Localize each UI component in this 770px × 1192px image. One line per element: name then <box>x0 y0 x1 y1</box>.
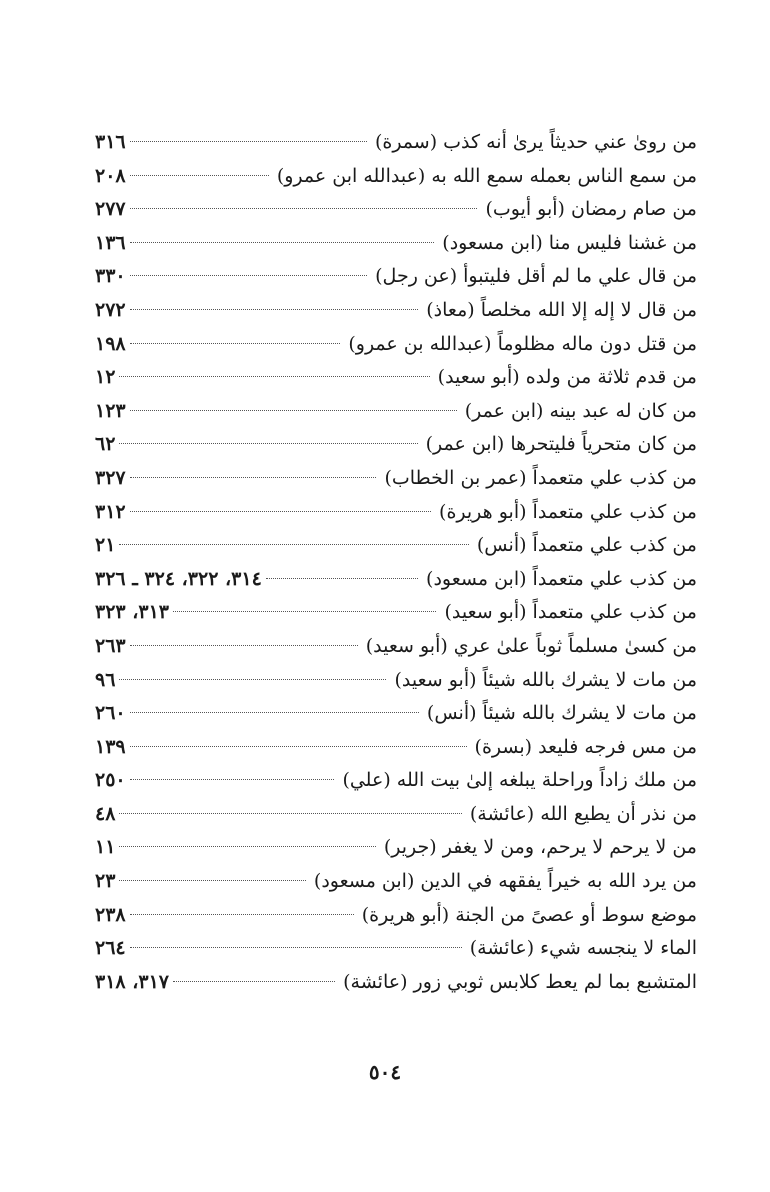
index-entry <box>95 697 697 731</box>
dot-leader <box>119 880 305 881</box>
dot-leader <box>130 914 354 915</box>
hadith-text: من غشنا فليس منا (ابن مسعود) <box>442 231 697 254</box>
hadith-text: من سمع الناس بعمله سمع الله به (عبدالله ابن عمرو) <box>276 164 697 187</box>
dot-leader <box>130 477 377 478</box>
index-entry <box>95 126 697 160</box>
page-references: ٦٢ <box>95 433 116 456</box>
page-references: ١٣٩ <box>95 735 126 758</box>
page-references: ١٢٣ <box>95 399 126 422</box>
page-references: ٢٦٣ <box>95 634 126 657</box>
dot-leader <box>130 275 368 276</box>
page-references: ١١ <box>95 836 116 859</box>
hadith-text: من مس فرجه فليعد (بسرة) <box>474 735 697 758</box>
hadith-text: من ملك زاداً وراحلة يبلغه إلىٰ بيت الله (علي) <box>342 769 697 792</box>
hadith-text: موضع سوط أو عصىً من الجنة (أبو هريرة) <box>361 903 697 926</box>
dot-leader <box>119 544 468 545</box>
page-references: ٢٦٠ <box>95 702 126 725</box>
index-entry <box>95 428 697 462</box>
dot-leader <box>119 679 386 680</box>
dot-leader <box>130 947 462 948</box>
page-references: ٤٨ <box>95 802 116 825</box>
hadith-text: من كان متحرياً فليتحرها (ابن عمر) <box>425 433 697 456</box>
hadith-text: من كذب علي متعمداً (ابن مسعود) <box>426 567 697 590</box>
page-references: ٩٦ <box>95 668 116 691</box>
index-entry <box>95 395 697 429</box>
index-entry <box>95 496 697 530</box>
index-entry <box>95 260 697 294</box>
hadith-index-list <box>95 126 697 999</box>
index-entry <box>95 630 697 664</box>
page-references: ٣٣٠ <box>95 265 126 288</box>
page-references: ٢١ <box>95 534 116 557</box>
dot-leader <box>130 645 358 646</box>
page-number: ٥٠٤ <box>368 1060 402 1084</box>
dot-leader <box>119 443 417 444</box>
index-entry <box>95 529 697 563</box>
page-references: ٣١٤، ٣٢٢، ٣٢٤ ـ ٣٢٦ <box>95 567 262 590</box>
index-entry <box>95 865 697 899</box>
hadith-text: من مات لا يشرك بالله شيئاً (أنس) <box>426 702 697 725</box>
index-entry <box>95 328 697 362</box>
page-references: ٢٥٠ <box>95 769 126 792</box>
dot-leader <box>130 141 367 142</box>
dot-leader <box>119 376 429 377</box>
index-entry <box>95 731 697 765</box>
index-entry <box>95 831 697 865</box>
index-entry <box>95 294 697 328</box>
hadith-text: من كذب علي متعمداً (أبو سعيد) <box>444 601 697 624</box>
index-entry <box>95 596 697 630</box>
dot-leader <box>119 846 375 847</box>
page-references: ٢٣٨ <box>95 903 126 926</box>
dot-leader <box>130 242 435 243</box>
page-references: ٢٦٤ <box>95 937 126 960</box>
page-references: ١٢ <box>95 366 116 389</box>
dot-leader <box>130 410 457 411</box>
dot-leader <box>130 208 478 209</box>
page-references: ١٩٨ <box>95 332 126 355</box>
hadith-text: المتشبع بما لم يعط كلابس ثوبي زور (عائشة) <box>343 970 697 993</box>
hadith-text: من كذب علي متعمداً (عمر بن الخطاب) <box>384 466 697 489</box>
page-references: ٢٠٨ <box>95 164 126 187</box>
hadith-text: من كان له عبد بينه (ابن عمر) <box>464 399 697 422</box>
hadith-text: من كذب علي متعمداً (أنس) <box>476 534 697 557</box>
hadith-text: من نذر أن يطيع الله (عائشة) <box>469 802 697 825</box>
dot-leader <box>130 511 431 512</box>
hadith-text: من صام رمضان (أبو أيوب) <box>485 198 697 221</box>
dot-leader <box>173 981 335 982</box>
index-entry <box>95 361 697 395</box>
hadith-text: من قال علي ما لم أقل فليتبوأ (عن رجل) <box>375 265 697 288</box>
page-references: ٣١٦ <box>95 131 126 153</box>
hadith-text: من روىٰ عني حديثاً يرىٰ أنه كذب (سمرة) <box>374 131 697 153</box>
hadith-text: الماء لا ينجسه شيء (عائشة) <box>469 937 697 960</box>
index-entry <box>95 764 697 798</box>
hadith-text: من قتل دون ماله مظلوماً (عبدالله بن عمرو) <box>348 332 697 355</box>
index-entry <box>95 160 697 194</box>
index-entry <box>95 563 697 597</box>
page-references: ٣١٢ <box>95 500 126 523</box>
hadith-text: من كذب علي متعمداً (أبو هريرة) <box>439 500 697 523</box>
hadith-text: من مات لا يشرك بالله شيئاً (أبو سعيد) <box>394 668 697 691</box>
dot-leader <box>130 779 335 780</box>
page-references: ٣٢٧ <box>95 466 126 489</box>
dot-leader <box>130 175 269 176</box>
index-entry <box>95 932 697 966</box>
index-entry <box>95 966 697 1000</box>
hadith-text: من لا يرحم لا يرحم، ومن لا يغفر (جرير) <box>383 836 697 859</box>
hadith-text: من قدم ثلاثة من ولده (أبو سعيد) <box>437 366 697 389</box>
dot-leader <box>130 343 341 344</box>
hadith-text: من يرد الله به خيراً يفقهه في الدين (ابن مسعود) <box>313 870 697 893</box>
hadith-text: من كسىٰ مسلماً ثوباً علىٰ عري (أبو سعيد) <box>365 634 697 657</box>
index-entry <box>95 798 697 832</box>
page-references: ٣١٧، ٣١٨ <box>95 970 169 993</box>
page-references: ١٣٦ <box>95 231 126 254</box>
dot-leader <box>130 712 419 713</box>
index-entry <box>95 193 697 227</box>
dot-leader <box>119 813 461 814</box>
index-entry <box>95 227 697 261</box>
index-entry <box>95 899 697 933</box>
dot-leader <box>266 578 418 579</box>
page-references: ٢٧٧ <box>95 198 126 221</box>
dot-leader <box>130 746 467 747</box>
page-references: ٢٣ <box>95 870 116 893</box>
page-references: ٢٧٢ <box>95 298 126 321</box>
index-entry <box>95 664 697 698</box>
hadith-text: من قال لا إله إلا الله مخلصاً (معاذ) <box>426 298 697 321</box>
index-entry <box>95 462 697 496</box>
dot-leader <box>173 611 436 612</box>
page-references: ٣١٣، ٣٢٣ <box>95 601 169 624</box>
dot-leader <box>130 309 419 310</box>
